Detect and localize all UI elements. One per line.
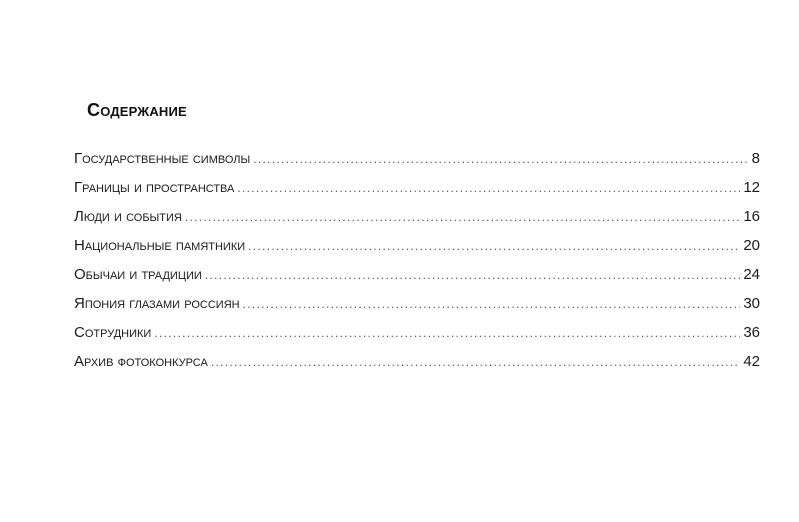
toc-dot-leader: [205, 268, 741, 282]
toc-entry[interactable]: [74, 208, 760, 237]
toc-entry[interactable]: [74, 237, 760, 266]
toc-dot-leader: [248, 239, 740, 253]
toc-page-number: 30: [743, 295, 760, 312]
toc-entry-label: Архив фотоконкурса: [74, 353, 208, 370]
toc-entry[interactable]: [74, 150, 760, 179]
toc-entry-label: Япония глазами россиян: [74, 295, 240, 312]
toc-entry[interactable]: [74, 324, 760, 353]
toc-dot-leader: [243, 297, 741, 311]
toc-page-number: 12: [743, 179, 760, 196]
toc-entry-label: Национальные памятники: [74, 237, 246, 254]
toc-dot-leader: [211, 355, 740, 369]
toc-page-number: 16: [743, 208, 760, 225]
toc-page-number: 42: [743, 353, 760, 370]
toc-page-number: 36: [743, 324, 760, 341]
toc-entry-label: Государственные символы: [74, 150, 251, 167]
toc-entry-label: Сотрудники: [74, 324, 152, 341]
toc-entry-label: Обычаи и традиции: [74, 266, 202, 283]
toc-entry[interactable]: [74, 295, 760, 324]
toc-dot-leader: [154, 326, 740, 340]
toc-dot-leader: [253, 152, 748, 166]
toc-page-number: 24: [743, 266, 760, 283]
toc-entry[interactable]: [74, 353, 760, 382]
toc-page-number: 20: [743, 237, 760, 254]
toc-entry-label: Границы и пространства: [74, 179, 235, 196]
page-title: Содержание: [87, 100, 187, 121]
toc-page-number: 8: [751, 150, 760, 167]
table-of-contents: [74, 150, 760, 382]
toc-entry[interactable]: [74, 179, 760, 208]
toc-dot-leader: [185, 210, 740, 224]
toc-entry[interactable]: [74, 266, 760, 295]
toc-dot-leader: [237, 181, 740, 195]
toc-entry-label: Люди и события: [74, 208, 182, 225]
